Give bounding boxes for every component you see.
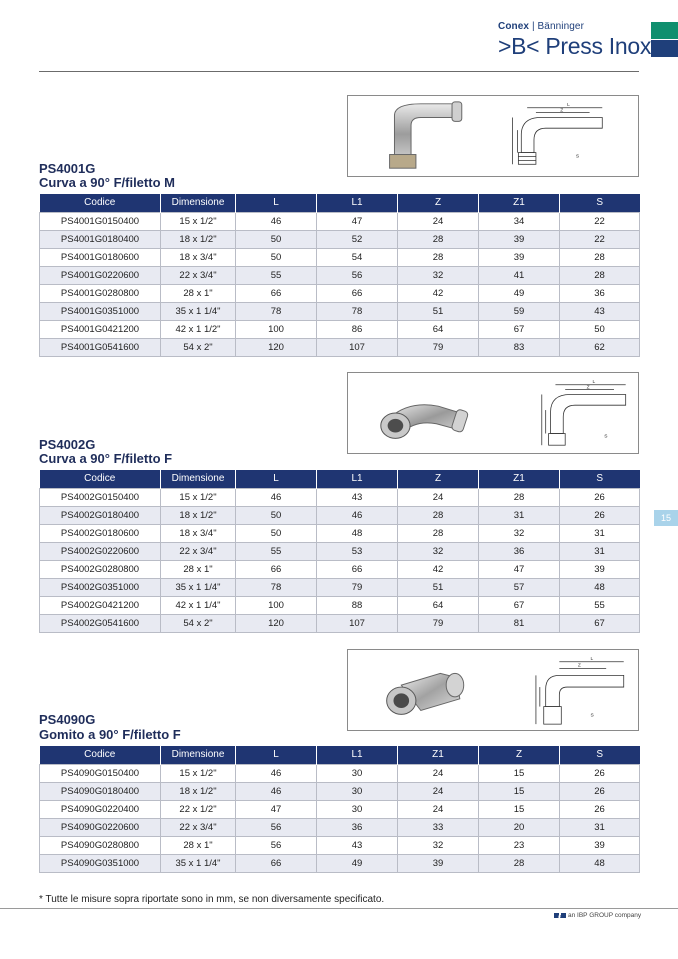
cell-size: 42 x 1 1/2": [161, 320, 236, 338]
table-row: [40, 578, 640, 596]
ibp-logo-icon: [554, 913, 566, 918]
col-header: Codice: [40, 746, 161, 764]
cell-value: 48: [560, 854, 640, 872]
col-header: Z1: [479, 470, 560, 488]
cell-value: 34: [479, 212, 560, 230]
table-row: [40, 836, 640, 854]
cell-value: 28: [398, 248, 479, 266]
cell-value: 50: [236, 506, 317, 524]
table-header-row: [40, 746, 640, 764]
cell-code: PS4001G0150400: [40, 212, 161, 230]
cell-value: 52: [317, 230, 398, 248]
cell-value: 120: [236, 338, 317, 356]
cell-value: 107: [317, 614, 398, 632]
cell-value: 66: [236, 560, 317, 578]
brand-flag-green: [651, 22, 678, 39]
cell-value: 66: [236, 284, 317, 302]
cell-value: 28: [398, 524, 479, 542]
cell-value: 24: [398, 212, 479, 230]
table-row: [40, 506, 640, 524]
col-header: S: [560, 194, 640, 212]
cell-value: 79: [398, 614, 479, 632]
cell-size: 28 x 1": [161, 836, 236, 854]
cell-value: 24: [398, 782, 479, 800]
cell-value: 86: [317, 320, 398, 338]
table-row: [40, 302, 640, 320]
cell-value: 48: [317, 524, 398, 542]
cell-value: 100: [236, 596, 317, 614]
cell-value: 39: [479, 248, 560, 266]
svg-text:S: S: [590, 713, 594, 719]
table-row: [40, 782, 640, 800]
footnote: * Tutte le misure sopra riportate sono in mm, se non diversamente specificato.: [39, 894, 385, 905]
cell-size: 22 x 1/2": [161, 800, 236, 818]
cell-code: PS4001G0421200: [40, 320, 161, 338]
brand-subtitle: Conex | Bänninger: [498, 21, 585, 32]
svg-text:Z: Z: [577, 663, 581, 669]
cell-value: 46: [236, 764, 317, 782]
table-row: [40, 284, 640, 302]
cell-value: 56: [236, 836, 317, 854]
cell-value: 39: [398, 854, 479, 872]
product-image-panel: [347, 372, 639, 454]
product-code: PS4002G: [39, 437, 96, 452]
table-row: [40, 800, 640, 818]
cell-code: PS4001G0541600: [40, 338, 161, 356]
table-row: [40, 248, 640, 266]
footer-group: [554, 912, 641, 919]
cell-code: PS4001G0220600: [40, 266, 161, 284]
cell-code: PS4090G0220600: [40, 818, 161, 836]
col-header: L1: [317, 470, 398, 488]
cell-code: PS4002G0150400: [40, 488, 161, 506]
col-header: L1: [317, 746, 398, 764]
cell-value: 22: [560, 230, 640, 248]
svg-text:Z: Z: [586, 385, 590, 391]
cell-value: 43: [560, 302, 640, 320]
col-header: Z1: [479, 194, 560, 212]
col-header: Codice: [40, 194, 161, 212]
cell-size: 18 x 1/2": [161, 230, 236, 248]
col-header: Dimensione: [161, 194, 236, 212]
cell-value: 47: [236, 800, 317, 818]
cell-size: 35 x 1 1/4": [161, 578, 236, 596]
cell-value: 36: [317, 818, 398, 836]
cell-value: 59: [479, 302, 560, 320]
cell-value: 79: [317, 578, 398, 596]
cell-value: 24: [398, 764, 479, 782]
cell-value: 43: [317, 836, 398, 854]
svg-text:L: L: [592, 379, 596, 385]
table-row: [40, 488, 640, 506]
cell-code: PS4002G0541600: [40, 614, 161, 632]
cell-code: PS4090G0351000: [40, 854, 161, 872]
cell-value: 24: [398, 488, 479, 506]
product-section-ps4002g: [39, 372, 639, 632]
table-row: [40, 596, 640, 614]
product-title: Curva a 90° F/filetto F: [39, 451, 173, 466]
cell-size: 54 x 2": [161, 338, 236, 356]
cell-value: 26: [560, 782, 640, 800]
svg-text:Z: Z: [560, 108, 564, 114]
cell-value: 67: [479, 596, 560, 614]
cell-value: 120: [236, 614, 317, 632]
product-image-panel: [347, 649, 639, 731]
cell-size: 15 x 1/2": [161, 488, 236, 506]
product-image-panel: [347, 95, 639, 177]
cell-value: 67: [479, 320, 560, 338]
cell-value: 56: [317, 266, 398, 284]
cell-value: 39: [560, 560, 640, 578]
cell-value: 28: [398, 230, 479, 248]
cell-size: 35 x 1 1/4": [161, 854, 236, 872]
cell-value: 46: [236, 212, 317, 230]
cell-size: 28 x 1": [161, 284, 236, 302]
cell-value: 49: [479, 284, 560, 302]
cell-code: PS4001G0180400: [40, 230, 161, 248]
product-section-ps4001g: [39, 95, 639, 355]
product-code: PS4001G: [39, 161, 96, 176]
cell-value: 24: [398, 800, 479, 818]
cell-code: PS4001G0351000: [40, 302, 161, 320]
cell-code: PS4090G0150400: [40, 764, 161, 782]
cell-code: PS4002G0220600: [40, 542, 161, 560]
cell-value: 43: [317, 488, 398, 506]
cell-code: PS4002G0421200: [40, 596, 161, 614]
cell-value: 20: [479, 818, 560, 836]
svg-text:S: S: [604, 434, 608, 440]
cell-size: 15 x 1/2": [161, 212, 236, 230]
cell-value: 49: [317, 854, 398, 872]
cell-value: 54: [317, 248, 398, 266]
cell-value: 28: [479, 488, 560, 506]
col-header: Z: [479, 746, 560, 764]
cell-size: 35 x 1 1/4": [161, 302, 236, 320]
cell-value: 66: [317, 284, 398, 302]
table-row: [40, 542, 640, 560]
cell-code: PS4002G0180400: [40, 506, 161, 524]
col-header: S: [560, 470, 640, 488]
col-header: Z: [398, 470, 479, 488]
table-row: [40, 854, 640, 872]
cell-value: 28: [398, 506, 479, 524]
cell-size: 28 x 1": [161, 560, 236, 578]
col-header: Dimensione: [161, 746, 236, 764]
cell-value: 42: [398, 560, 479, 578]
cell-value: 88: [317, 596, 398, 614]
cell-value: 42: [398, 284, 479, 302]
svg-text:L: L: [567, 102, 570, 108]
cell-value: 39: [560, 836, 640, 854]
cell-value: 28: [479, 854, 560, 872]
svg-text:S: S: [575, 154, 580, 160]
cell-value: 30: [317, 800, 398, 818]
cell-value: 81: [479, 614, 560, 632]
cell-value: 32: [398, 836, 479, 854]
cell-value: 78: [236, 302, 317, 320]
cell-value: 51: [398, 302, 479, 320]
cell-value: 23: [479, 836, 560, 854]
col-header: L: [236, 470, 317, 488]
table-row: [40, 266, 640, 284]
cell-value: 50: [236, 248, 317, 266]
cell-value: 32: [479, 524, 560, 542]
cell-value: 50: [236, 230, 317, 248]
cell-value: 39: [479, 230, 560, 248]
col-header: Z: [398, 194, 479, 212]
table-row: [40, 764, 640, 782]
cell-size: 18 x 1/2": [161, 782, 236, 800]
cell-value: 46: [317, 506, 398, 524]
cell-value: 79: [398, 338, 479, 356]
brand-flag-blue: [651, 40, 678, 57]
cell-value: 57: [479, 578, 560, 596]
page-number-tab: 15: [654, 510, 678, 526]
cell-value: 55: [236, 542, 317, 560]
cell-value: 83: [479, 338, 560, 356]
col-header: L1: [317, 194, 398, 212]
cell-value: 67: [560, 614, 640, 632]
cell-value: 31: [479, 506, 560, 524]
cell-value: 33: [398, 818, 479, 836]
table-row: [40, 230, 640, 248]
cell-value: 15: [479, 764, 560, 782]
product-title: Curva a 90° F/filetto M: [39, 175, 175, 190]
cell-value: 32: [398, 266, 479, 284]
col-header: S: [560, 746, 640, 764]
table-header-row: [40, 194, 640, 212]
cell-value: 51: [398, 578, 479, 596]
cell-size: 22 x 3/4": [161, 542, 236, 560]
col-header: Codice: [40, 470, 161, 488]
cell-value: 100: [236, 320, 317, 338]
cell-value: 31: [560, 542, 640, 560]
table-row: [40, 212, 640, 230]
cell-value: 46: [236, 488, 317, 506]
cell-value: 47: [317, 212, 398, 230]
cell-value: 41: [479, 266, 560, 284]
cell-code: PS4090G0180400: [40, 782, 161, 800]
header-divider: [39, 71, 639, 72]
cell-value: 56: [236, 818, 317, 836]
cell-value: 78: [236, 578, 317, 596]
cell-value: 31: [560, 524, 640, 542]
cell-code: PS4090G0280800: [40, 836, 161, 854]
cell-size: 18 x 1/2": [161, 506, 236, 524]
table-header-row: [40, 470, 640, 488]
cell-value: 30: [317, 764, 398, 782]
svg-text:L: L: [590, 656, 594, 662]
cell-value: 36: [560, 284, 640, 302]
cell-value: 50: [560, 320, 640, 338]
cell-value: 48: [560, 578, 640, 596]
cell-value: 26: [560, 488, 640, 506]
elbow-male-thread-illustration: [348, 96, 638, 176]
product-code: PS4090G: [39, 712, 96, 727]
cell-size: 42 x 1 1/4": [161, 596, 236, 614]
cell-value: 62: [560, 338, 640, 356]
footer-divider: [0, 908, 678, 909]
cell-value: 22: [560, 212, 640, 230]
cell-value: 66: [317, 560, 398, 578]
cell-size: 22 x 3/4": [161, 266, 236, 284]
footer-group-text: an IBP GROUP company: [568, 912, 642, 919]
table-row: [40, 614, 640, 632]
cell-value: 26: [560, 764, 640, 782]
cell-value: 32: [398, 542, 479, 560]
col-header: Z1: [398, 746, 479, 764]
spec-table: [39, 194, 640, 357]
cell-value: 53: [317, 542, 398, 560]
cell-size: 22 x 3/4": [161, 818, 236, 836]
col-header: L: [236, 194, 317, 212]
cell-value: 55: [236, 266, 317, 284]
cell-value: 66: [236, 854, 317, 872]
cell-value: 15: [479, 782, 560, 800]
cell-size: 18 x 3/4": [161, 524, 236, 542]
cell-value: 47: [479, 560, 560, 578]
spec-table: [39, 746, 640, 873]
cell-value: 64: [398, 596, 479, 614]
table-row: [40, 818, 640, 836]
cell-value: 50: [236, 524, 317, 542]
cell-value: 107: [317, 338, 398, 356]
cell-value: 28: [560, 266, 640, 284]
cell-code: PS4001G0280800: [40, 284, 161, 302]
spec-table: [39, 470, 640, 633]
cell-value: 78: [317, 302, 398, 320]
cell-value: 26: [560, 506, 640, 524]
cell-value: 36: [479, 542, 560, 560]
cell-value: 64: [398, 320, 479, 338]
cell-size: 15 x 1/2": [161, 764, 236, 782]
brand-logo-text: >B< Press Inox: [498, 33, 652, 59]
elbow-female-thread-illustration: [348, 373, 638, 453]
cell-code: PS4090G0220400: [40, 800, 161, 818]
cell-value: 46: [236, 782, 317, 800]
cell-value: 28: [560, 248, 640, 266]
cell-size: 18 x 3/4": [161, 248, 236, 266]
cell-code: PS4002G0351000: [40, 578, 161, 596]
col-header: L: [236, 746, 317, 764]
col-header: Dimensione: [161, 470, 236, 488]
cell-code: PS4002G0180600: [40, 524, 161, 542]
product-title: Gomito a 90° F/filetto F: [39, 727, 181, 742]
cell-size: 54 x 2": [161, 614, 236, 632]
cell-value: 31: [560, 818, 640, 836]
table-row: [40, 560, 640, 578]
table-row: [40, 524, 640, 542]
cell-code: PS4002G0280800: [40, 560, 161, 578]
cell-value: 15: [479, 800, 560, 818]
table-row: [40, 338, 640, 356]
cell-value: 55: [560, 596, 640, 614]
elbow-female-compact-illustration: [348, 650, 638, 730]
cell-code: PS4001G0180600: [40, 248, 161, 266]
cell-value: 30: [317, 782, 398, 800]
product-section-ps4090g: [39, 649, 639, 879]
table-row: [40, 320, 640, 338]
cell-value: 26: [560, 800, 640, 818]
